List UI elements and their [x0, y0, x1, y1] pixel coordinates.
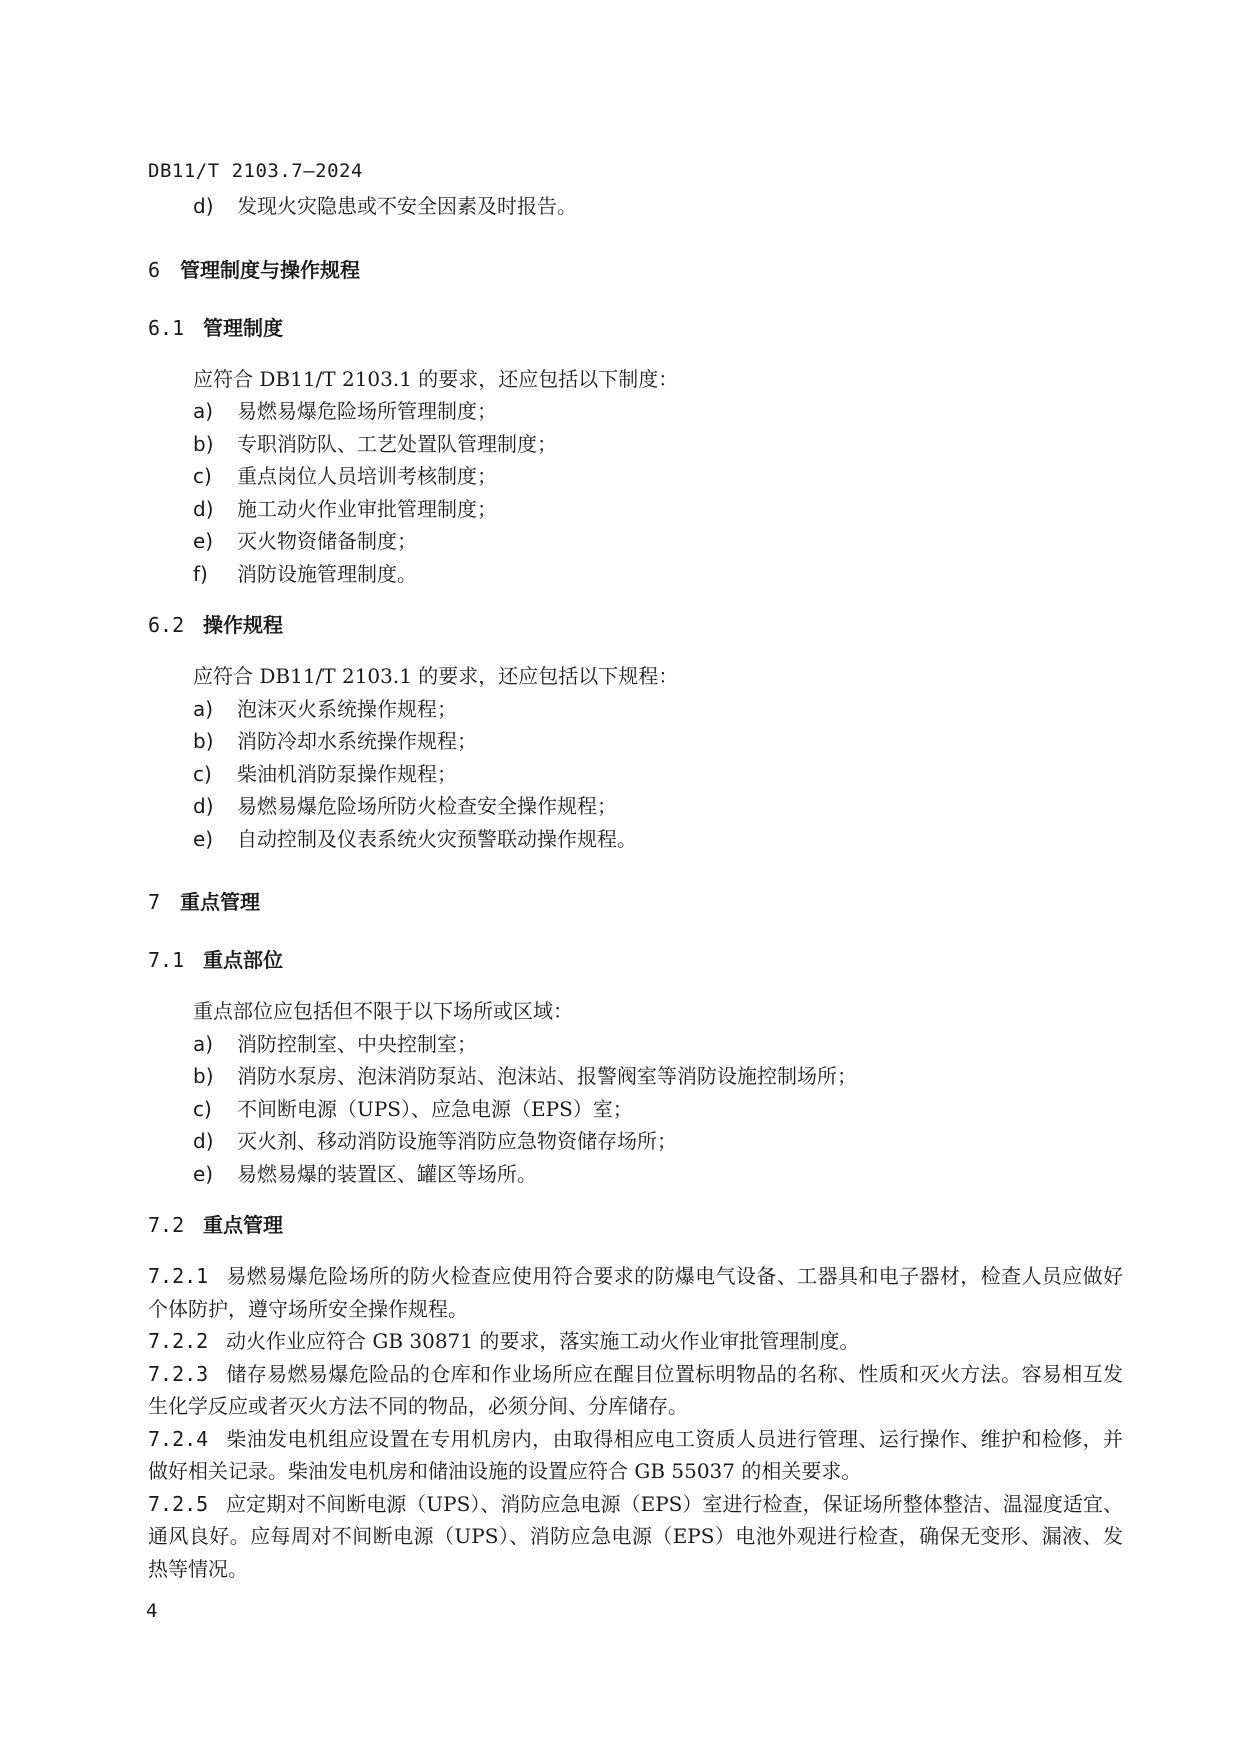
list-item-label: e) [193, 529, 214, 553]
subsection-intro: 重点部位应包括但不限于以下场所或区域： [193, 999, 573, 1023]
page-number: 4 [146, 1600, 158, 1622]
list-item [148, 758, 1123, 791]
list-item-label: e) [193, 826, 214, 851]
section-number: 7 [148, 890, 161, 914]
standard-code: DB11/T 2103.7—2024 [148, 160, 363, 182]
list-item-label: d) [193, 1129, 214, 1153]
list-item [148, 428, 1123, 461]
list-item [148, 693, 1123, 726]
list-item-text: 灭火剂、移动消防设施等消防应急物资储存场所； [237, 1129, 677, 1153]
list-item [148, 1060, 1123, 1093]
subsection-6-1-heading [148, 311, 1123, 345]
subsection-number: 7.2 [148, 1213, 185, 1237]
list-item-label: b) [193, 431, 214, 456]
list-item [148, 525, 1123, 558]
clause-paragraph [148, 1423, 1123, 1488]
list-item [148, 1158, 1123, 1191]
list-item-text: 发现火灾隐患或不安全因素及时报告。 [237, 194, 577, 218]
list-item-text: 柴油机消防泵操作规程； [237, 761, 457, 786]
list-item [148, 190, 1123, 223]
list-item [148, 823, 1123, 856]
clause-text: 应定期对不间断电源（UPS）、消防应急电源（EPS）室进行检查，保证场所整体整洁、温湿度适宜、通风良好。应每周对不间断电源（UPS）、消防应急电源（EPS）电池外观进行检查，确保无变形、漏液、发热等情况。 [148, 1491, 1123, 1581]
list-item [148, 790, 1123, 823]
subsection-intro: 应符合 DB11/T 2103.1 的要求，还应包括以下规程： [193, 664, 679, 688]
list-item-text: 消防控制室、中央控制室； [237, 1031, 477, 1056]
clause-paragraph [148, 1358, 1123, 1423]
list-item-text: 消防设施管理制度。 [237, 561, 417, 586]
list-item-label: a) [193, 399, 214, 423]
clause-number: 7.2.1 [148, 1264, 209, 1288]
list-item-text: 易燃易爆危险场所防火检查安全操作规程； [237, 794, 617, 818]
clause-paragraph [148, 1488, 1123, 1586]
subsection-6-2-heading [148, 608, 1123, 642]
list-item-text: 不间断电源（UPS）、应急电源（EPS）室； [237, 1096, 633, 1121]
section-number: 6 [148, 257, 161, 282]
subsection-title: 重点管理 [203, 1213, 283, 1237]
document-content [148, 190, 1123, 1585]
list-item-label: a) [193, 1031, 214, 1056]
subsection-7-1-heading [148, 943, 1123, 977]
list-item-label: e) [193, 1161, 214, 1186]
list-item [148, 460, 1123, 493]
list-item-label: b) [193, 729, 214, 753]
clause-number: 7.2.2 [148, 1329, 209, 1353]
list-item-text: 自动控制及仪表系统火灾预警联动操作规程。 [237, 826, 637, 851]
clause-text: 易燃易爆危险场所的防火检查应使用符合要求的防爆电气设备、工器具和电子器材，检查人员应做好个体防护，遵守场所安全操作规程。 [148, 1264, 1123, 1321]
clause-text: 储存易燃易爆危险品的仓库和作业场所应在醒目位置标明物品的名称、性质和灭火方法。容易相互发生化学反应或者灭火方法不同的物品，必须分间、分库储存。 [148, 1361, 1123, 1418]
list-item [148, 1125, 1123, 1158]
clause-number: 7.2.5 [148, 1491, 209, 1516]
list-item [148, 725, 1123, 758]
list-item-text: 专职消防队、工艺处置队管理制度； [237, 431, 557, 456]
subsection-number: 7.1 [148, 948, 185, 972]
list-item-text: 泡沫灭火系统操作规程； [237, 696, 457, 721]
clause-paragraph [148, 1260, 1123, 1325]
list-item-text: 重点岗位人员培训考核制度； [237, 464, 497, 488]
clause-text: 柴油发电机组应设置在专用机房内，由取得相应电工资质人员进行管理、运行操作、维护和检修，并做好相关记录。柴油发电机房和储油设施的设置应符合 GB 55037 的相关要求。 [148, 1426, 1123, 1483]
section-7-heading [148, 885, 1123, 919]
subsection-title: 操作规程 [203, 613, 283, 637]
list-item-label: c) [193, 1096, 212, 1121]
list-item-label: a) [193, 696, 214, 721]
list-item-label: d) [193, 194, 214, 218]
list-item [148, 1093, 1123, 1126]
clause-number: 7.2.4 [148, 1426, 209, 1451]
list-item-text: 易燃易爆的装置区、罐区等场所。 [237, 1161, 537, 1186]
list-item-text: 施工动火作业审批管理制度； [237, 496, 497, 521]
list-item-label: d) [193, 496, 214, 521]
list-item-label: c) [193, 464, 212, 488]
list-item [148, 1028, 1123, 1061]
clause-paragraph [148, 1325, 1123, 1358]
clause-text: 动火作业应符合 GB 30871 的要求，落实施工动火作业审批管理制度。 [226, 1329, 860, 1353]
list-item-label: f) [193, 561, 208, 586]
subsection-title: 管理制度 [203, 315, 283, 340]
list-item [148, 493, 1123, 526]
list-item-text: 灭火物资储备制度； [237, 529, 417, 553]
list-item [148, 558, 1123, 591]
section-6-heading [148, 253, 1123, 287]
list-item-label: c) [193, 761, 212, 786]
subsection-number: 6.2 [148, 613, 185, 637]
list-item-label: d) [193, 794, 214, 818]
subsection-7-2-heading [148, 1208, 1123, 1242]
list-item-label: b) [193, 1064, 214, 1088]
list-item-text: 消防水泵房、泡沫消防泵站、泡沫站、报警阀室等消防设施控制场所； [237, 1064, 857, 1088]
section-title: 重点管理 [180, 890, 260, 914]
section-title: 管理制度与操作规程 [180, 257, 360, 282]
subsection-title: 重点部位 [203, 948, 283, 972]
list-item-text: 易燃易爆危险场所管理制度； [237, 399, 497, 423]
list-item [148, 395, 1123, 428]
subsection-number: 6.1 [148, 315, 185, 340]
list-item-text: 消防冷却水系统操作规程； [237, 729, 477, 753]
subsection-intro: 应符合 DB11/T 2103.1 的要求，还应包括以下制度： [193, 366, 679, 391]
clause-number: 7.2.3 [148, 1361, 209, 1386]
